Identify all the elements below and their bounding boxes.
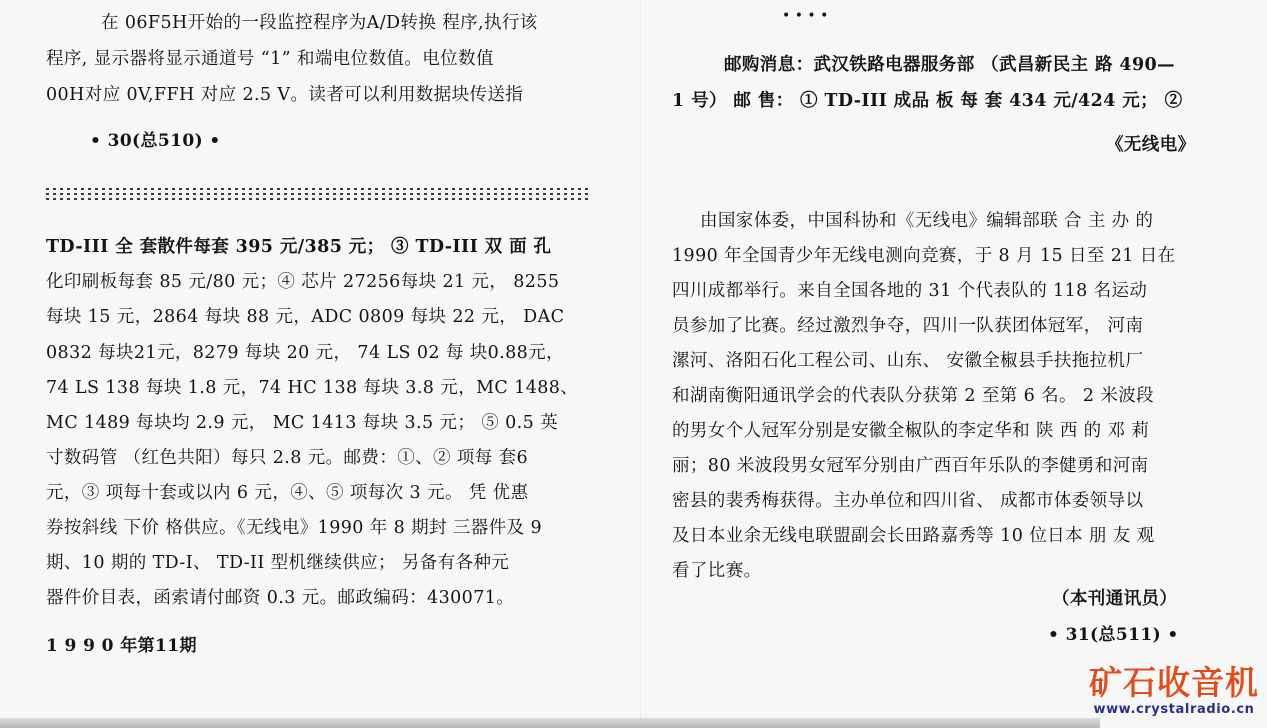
source-label: 《无线电》: [1106, 135, 1196, 155]
right-body-line-10: 及日本业余无线电联盟副会长田路嘉秀等 10 位日本 朋 友 观: [672, 526, 1155, 546]
page-number-bottom: • 31(总511) •: [1048, 625, 1179, 645]
page-fold: [640, 0, 641, 728]
right-body-line-2: 1990 年全国青少年无线电测向竞赛，于 8 月 15 日至 21 日在: [672, 246, 1176, 266]
right-body-line-1: 由国家体委，中国科协和《无线电》编辑部联 合 主 办 的: [700, 211, 1154, 231]
left-top-line-3: 00H对应 0V,FFH 对应 2.5 V。读者可以利用数据块传送指: [46, 85, 524, 105]
left-body-line-5: 74 LS 138 每块 1.8 元，74 HC 138 每块 3.8 元，MC 1488、: [46, 378, 579, 398]
right-body-line-9: 密县的裴秀梅获得。主办单位和四川省、 成都市体委领导以: [672, 491, 1144, 511]
left-body-line-1: TD-III 全 套散件每套 395 元/385 元； ③ TD-III 双 面 孔: [46, 237, 552, 257]
left-top-line-2: 程序, 显示器将显示通道号 “1” 和端电位数值。电位数值: [46, 49, 494, 69]
left-body-line-8: 元，③ 项每十套或以内 6 元，④、⑤ 项每次 3 元。 凭 优惠: [46, 483, 529, 503]
right-body-line-4: 员参加了比赛。经过激烈争夺，四川一队获团体冠军， 河南: [672, 316, 1144, 336]
right-top-line-2: 1 号） 邮 售： ① TD-III 成品 板 每 套 434 元/424 元； ②: [672, 91, 1183, 111]
left-body-line-6: MC 1489 每块均 2.9 元， MC 1413 每块 3.5 元； ⑤ 0.5 英: [46, 413, 559, 433]
left-top-line-1: 在 06F5H开始的一段监控程序为A/D转换 程序,执行该: [101, 13, 538, 33]
byline: （本刊通讯员）: [1052, 589, 1178, 609]
section-divider: [46, 186, 592, 200]
issue-number: 1 9 9 0 年第11期: [46, 636, 197, 656]
right-top-line-1: 邮购消息：武汉铁路电器服务部 （武昌新民主 路 490—: [724, 55, 1176, 75]
header-dots: • • • •: [782, 8, 829, 24]
left-body-line-4: 0832 每块21元，8279 每块 20 元， 74 LS 02 每 块0.88元，: [46, 343, 564, 363]
left-body-line-11: 器件价目表，函索请付邮资 0.3 元。邮政编码：430071。: [46, 588, 515, 608]
left-body-line-3: 每块 15 元，2864 每块 88 元，ADC 0809 每块 22 元， DAC: [46, 307, 565, 327]
right-body-line-6: 和湖南衡阳通讯学会的代表队分获第 2 至第 6 名。 2 米波段: [672, 386, 1155, 406]
watermark-url: www.crystalradio.cn: [1093, 702, 1255, 717]
right-body-line-7: 的男女个人冠军分别是安徽全椒队的李定华和 陕 西 的 邓 莉: [672, 421, 1150, 441]
right-body-line-8: 丽；80 米波段男女冠军分别由广西百年乐队的李健勇和河南: [672, 456, 1149, 476]
watermark-logo: 矿石收音机: [1089, 663, 1259, 702]
left-body-line-2: 化印刷板每套 85 元/80 元；④ 芯片 27256每块 21 元， 8255: [46, 272, 560, 292]
page-number-top: • 30(总510) •: [90, 131, 221, 151]
scan-bottom-edge: [0, 718, 1100, 728]
right-body-line-11: 看了比赛。: [672, 561, 762, 581]
site-watermark: [1089, 664, 1259, 717]
right-body-line-3: 四川成都举行。来自全国各地的 31 个代表队的 118 名运动: [672, 281, 1148, 301]
left-body-line-10: 期、10 期的 TD-I、 TD-II 型机继续供应； 另备有各种元: [46, 553, 510, 573]
right-body-line-5: 漯河、洛阳石化工程公司、山东、 安徽全椒县手扶拖拉机厂: [672, 351, 1144, 371]
left-body-line-9: 券按斜线 下价 格供应。《无线电》1990 年 8 期封 三器件及 9: [46, 518, 542, 538]
left-body-line-7: 寸数码管 （红色共阳）每只 2.8 元。邮费：①、② 项每 套6: [46, 448, 529, 468]
